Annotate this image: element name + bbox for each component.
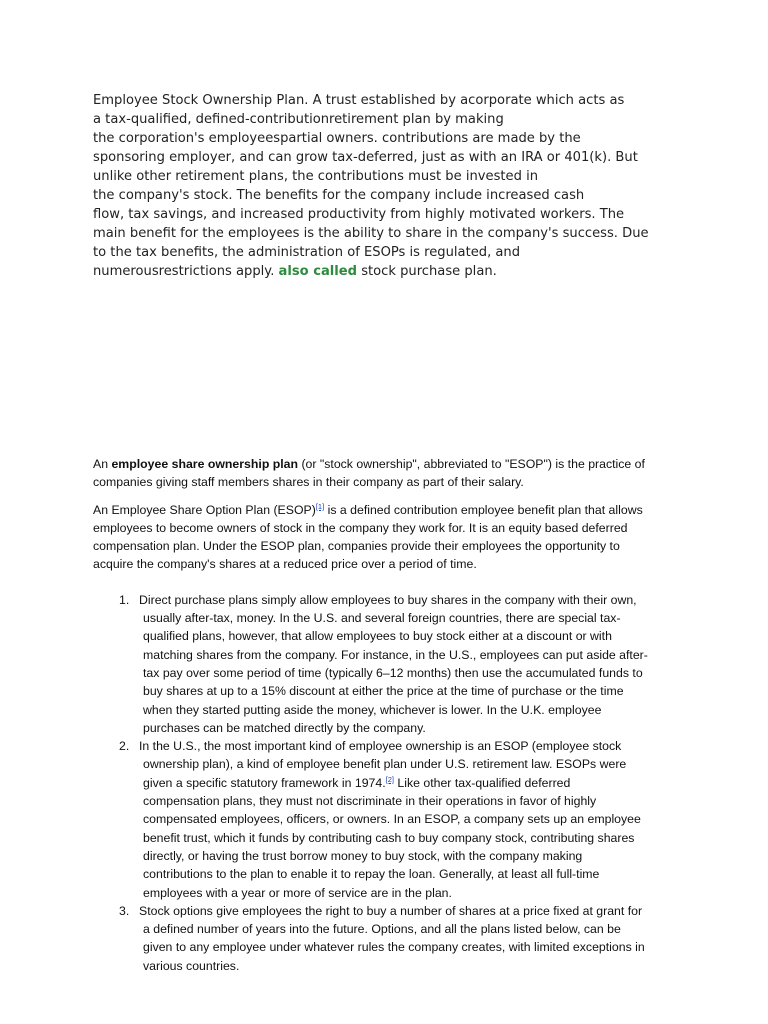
paragraph-line: compensation plan. Under the ESOP plan, companies provide their employees the opportunity to	[93, 539, 620, 554]
list-number: 3.	[119, 903, 130, 918]
list-item	[93, 591, 683, 737]
list-number: 2.	[119, 739, 130, 754]
list-text: given a specific statutory framework in 1974.	[143, 775, 386, 790]
list-line: compensation plans, they must not discriminate in their operations in favor of highly	[143, 794, 597, 809]
list-number: 1.	[119, 592, 130, 607]
list-line: usually after-tax, money. In the U.S. and several foreign countries, there are special tax-	[143, 611, 621, 626]
list-line: contributions to the plan to enable it to repay the loan. Generally, at least all full-time	[143, 867, 600, 882]
list-line: In the U.S., the most important kind of employee ownership is an ESOP (employee stock	[139, 739, 622, 754]
list-line: purchases can be matched directly by the company.	[143, 720, 426, 735]
reference-link-2[interactable]: [2]	[385, 774, 394, 784]
also-called-link[interactable]: also called	[278, 264, 358, 280]
list-line: matching shares from the company. For instance, in the U.S., employees can put aside after-	[143, 647, 648, 662]
list-line: directly, or having the trust borrow money to buy stock, with the company making	[143, 848, 583, 863]
list-line: Direct purchase plans simply allow employees to buy shares in the company with their own,	[139, 592, 637, 607]
paragraph-text: An Employee Share Option Plan (ESOP)	[93, 502, 316, 517]
definition-line: unlike other retirement plans, the contributions must be invested in	[93, 169, 539, 185]
list-item	[93, 737, 683, 902]
paragraph-line: companies giving staff members shares in their company as part of their salary.	[93, 475, 524, 490]
list-item	[93, 902, 683, 975]
list-line: compensated employees, officers, or owners. In an ESOP, a company sets up an employee	[143, 812, 641, 827]
esop-paragraph	[93, 501, 683, 574]
list-line: when they started putting aside the money, whichever is lower. In the U.K. employee	[143, 702, 602, 717]
definition-line: the corporation's employeespartial owners. contributions are made by the	[93, 131, 581, 147]
paragraph-line	[93, 455, 683, 473]
list-line: ownership plan), a kind of employee benefit plan under U.S. retirement law. ESOPs were	[143, 757, 627, 772]
list-line: a defined number of years into the future. Options, and all the plans listed below, can be	[143, 922, 621, 937]
definition-line: a tax-qualified, defined-contributionretirement plan by making	[93, 112, 504, 128]
paragraph-line: employees to become owners of stock in the company they work for. It is an equity based deferred	[93, 520, 628, 535]
list-line: buy shares at up to a 15% discount at either the price at the time of purchase or the time	[143, 684, 624, 699]
reference-link-1[interactable]: [1]	[315, 501, 325, 511]
list-text: Like other tax-qualified deferred	[393, 775, 571, 790]
intro-text: (or "stock ownership", abbreviated to "ESOP") is the practice of	[298, 457, 645, 471]
list-line: qualified plans, however, that allow employees to buy stock either at a discount or with	[143, 629, 612, 644]
intro-text: An	[93, 457, 112, 471]
definition-line: flow, tax savings, and increased productivity from highly motivated workers. The	[93, 207, 625, 223]
definition-line: the company's stock. The benefits for the company include increased cash	[93, 188, 585, 204]
definition-line: main benefit for the employees is the ability to share in the company's success. Due	[93, 226, 649, 242]
list-line	[139, 774, 683, 792]
plan-types-list	[93, 591, 683, 975]
paragraph-text: is a defined contribution employee benefit plan that allows	[324, 502, 643, 517]
list-line: given to any employee under whatever rules the company creates, with limited exceptions in	[143, 940, 645, 955]
definition-text: numerousrestrictions apply.	[93, 264, 279, 280]
definition-last-line	[93, 262, 683, 281]
definition-text: stock purchase plan.	[357, 264, 497, 280]
article-body	[93, 455, 683, 975]
list-line: employees with a year or more of service are in the plan.	[143, 885, 452, 900]
paragraph-line	[93, 501, 683, 519]
paragraph-line: acquire the company's shares at a reduced price over a period of time.	[93, 557, 477, 572]
list-line: benefit trust, which it funds by contributing cash to buy company stock, contributing shares	[143, 830, 635, 845]
intro-paragraph	[93, 455, 683, 492]
definition-line: Employee Stock Ownership Plan. A trust established by acorporate which acts as	[93, 93, 625, 108]
list-line: Stock options give employees the right to buy a number of shares at a price fixed at grant for	[139, 903, 643, 918]
list-line: various countries.	[143, 958, 240, 973]
list-line: tax pay over some period of time (typically 6–12 months) then use the accumulated funds to	[143, 665, 643, 680]
term-bold: employee share ownership plan	[111, 457, 299, 471]
definition-line: sponsoring employer, and can grow tax-deferred, just as with an IRA or 401(k). But	[93, 150, 638, 166]
definition-block	[93, 91, 683, 281]
definition-line: to the tax benefits, the administration of ESOPs is regulated, and	[93, 245, 521, 261]
